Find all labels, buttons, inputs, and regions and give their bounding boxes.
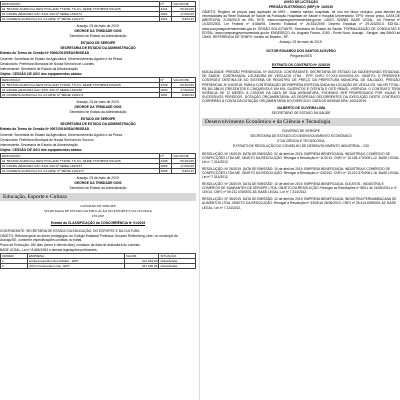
table-cell: Classificada (159, 259, 196, 264)
table-cell: 347.520,04 (125, 264, 159, 269)
contract-signer-role: SECRETÁRIO DE ESTADO DA SAÚDE (271, 111, 331, 116)
secretariat-header: SECRETARIA DE ESTADO DO DESENVOLVIMENTO ECONÔMICO (250, 134, 352, 139)
signer-name: GEORGE DA TRINDADE GOIS (74, 29, 122, 34)
table-cell: 17.000,00 (172, 87, 196, 92)
table-header-cell: Nº (159, 2, 172, 7)
table-header-cell: DESCRIÇÃO (1, 153, 160, 158)
equipment-table-top (0, 1, 196, 22)
notice-subtitle: PREGÃO ELETRÔNICO (SRP) Nº 10/2019 (268, 5, 334, 10)
table-cell: 4339 (159, 82, 172, 87)
table-row (1, 17, 196, 22)
resolution-item: RESOLUÇÃO: Nº 16/2019. DATA DE EMISSÃO: 02 de abril de 2019. EMPRESA BENEFICIADA: INDÚSTRIA E COMÉRCIO DE CONFECÇÕES LTDA ME. OBJETO DA RESOLUÇÃO: Revogar a Resolução nº 11/2013. CNPJ nº 15.186.173/0001-12. BASE LEGAL: Lei nº 7.314/2012. (202, 151, 400, 164)
table-header-cell: Nº (159, 153, 172, 158)
table-cell: 1861 (159, 92, 172, 97)
column-divider (199, 0, 200, 400)
table-cell: 01 TRATOR AGRICOLA NEW HOLLAND TT4030, TS-CV, SÉRIE TSTNM53172KASI5 (1, 82, 160, 87)
table-cell: 01 CARRETA AGRICOLA CA 4.0 ARSF Nº SÉRIE 1402170 (1, 17, 160, 22)
grantee-line: Cessionário: Prefeitura Municipal de Nossa Senhora do Socorro (0, 137, 94, 142)
table-cell: 17.000,00 (172, 12, 196, 17)
state-header: ESTADO DE SERGIPE (80, 41, 116, 46)
date-line: Aracaju, 03 de maio de 2019. (76, 175, 120, 180)
signer-name: GEORGE DA TRINDADE GOIS (74, 105, 122, 110)
table-cell: 1860 (159, 87, 172, 92)
section-bar-education: Educação, Esporte e Cultura (0, 193, 196, 201)
table-header-cell: SITUAÇÃO (159, 254, 196, 259)
notice-body: OBJETO: Registro de preços para aquisição de MHS - matéria médico hospitalar, de uso em bloco cirúrgico, para atender as necessidades da Rede Estadual de Saúde da Fundação Hospitalar de Saúde e Hospital Universitário. TIPO: menor preço. DATA DE ABERTURA: 21/05/2019 às 09h. SITE: www.comprasgovernamentais.gov.br. UASG: 926383. BASE LEGAL: Lei Federal nº 10.520/2002, Lei Federal nº 8.666/93, Decreto Estadual nº 26.531/2009, Decreto Estadual nº 29.203/2013. EDITAL: www.comprasgovernamentais.gov.br. ÓRGÃO SOLICITANTE: Secretaria de Estado da Saúde. FORMALIZAÇÃO DE CONSULTAS E EDITAL: www.comprasgovernamentais.gov.br. ENDEREÇO: Av. Augusto Franco, 3150 - Ponto Novo, Aracaju - Sergipe, das 08h00 às 13h00. REFERÊNCIA DE TEMPO: horário de Brasília - DF. (202, 10, 400, 39)
intervening-line: Interveniente: Secretaria de Estado da Administração (0, 66, 78, 71)
table-header-cell: VALOR (125, 254, 159, 259)
table-header-cell: DESCRIÇÃO (1, 2, 160, 7)
grantor-line: Cedente: Secretaria de Estado da Agricultura, Desenvolvimento Agrário e da Pesca (0, 132, 123, 137)
signer-role: Secretário de Estado da Administração (69, 186, 127, 191)
table-cell: 1865 (159, 168, 172, 173)
table-row (1, 7, 196, 12)
table-cell: Classificada (159, 264, 196, 269)
table-cell: 60.454,55 (172, 158, 196, 163)
notice-signer: VICTOR EDUARDO DOS SANTOS ACEVEDO (266, 48, 336, 53)
table-cell: 8.983,33 (172, 17, 196, 22)
equipment-table-1 (0, 77, 196, 98)
table-row (1, 158, 196, 163)
table-header-cell: DESCRIÇÃO (1, 77, 160, 82)
table-cell: 01 GRADE ARADORA GAC 34X1 426 Nº SÉRIE 1402168 (1, 87, 160, 92)
term-title: Extrato do Termo de Cessão Nº 0006/2019/SEAGRI/SEAD (0, 51, 90, 56)
table-cell: 60.454,55 (172, 7, 196, 12)
term-title: Extrato do Termo de Cessão Nº 0007/2019/SEAGRI/SEAD (0, 127, 90, 132)
table-cell: 1864 (159, 12, 172, 17)
table-header-cell: EMPRESA (27, 254, 124, 259)
table-cell: 1862 (159, 17, 172, 22)
notice-signer-role: Pregoeiro/SES (290, 54, 312, 59)
date-line: Aracaju, 03 de maio de 2019. (76, 24, 120, 28)
table-cell: 01 CARRETA AGRICOLA CA 4.0 ARSF Nº SÉRIE 1402174 (1, 168, 160, 173)
resolution-item: RESOLUÇÃO: Nº 26/2019. DATA DE EMISSÃO: 10 de abril de 2019. EMPRESA BENEFICIADA: INDÚSTRIA E COMÉRCIO DE CONFECÇÕES LTDA ME. OBJETO DA RESOLUÇÃO: Revogar a Resolução nº 03/2011. CNPJ nº 13.210.370/0001-18. BASE LEGAL: Lei nº 7.314/2012. (202, 166, 400, 179)
table-header-cell: VALOR R$ (172, 2, 196, 7)
table-row (1, 264, 196, 269)
table-cell: 60.454,55 (172, 82, 196, 87)
committee-header: CELOSE (91, 214, 105, 219)
signer-name: GEORGE DA TRINDADE GOIS (74, 180, 122, 185)
state-header: ESTADO DE SERGIPE (80, 117, 116, 122)
secretariat-header: SECRETARIA DE ESTADO DA ADMINISTRAÇÃO (60, 122, 136, 127)
signer-role: Secretário de Estado da Administração (69, 110, 127, 115)
intervening-line: Interveniente: Secretaria de Estado da Administração (0, 142, 78, 147)
table-cell: 01 CARRETA AGRICOLA CA 4.0 ARSF Nº SÉRIE 1402171 (1, 92, 160, 97)
table-cell: 1859 (159, 163, 172, 168)
table-header-cell: ORDEM (1, 254, 28, 259)
table-cell: 01 GRADE ARADORA GAC 34X1 426 Nº SÉRIE 1402172 (1, 12, 160, 17)
table-cell: 321.064,99 (125, 259, 159, 264)
signer-role: Secretário de Estado da Administração (69, 34, 127, 39)
table-cell: 1 (1, 259, 28, 264)
table-cell: 01 GRADE ARADORA GAC 34X1 426 Nº SÉRIE 1402167 (1, 163, 160, 168)
contracting-party: CONTRATANTE: SECRETARIA DE ESTADO DA EDUCAÇÃO, DO ESPORTE E DA CULTURA (0, 228, 140, 233)
table-cell: 2 (1, 264, 28, 269)
deadline-paragraph: Prazo de Execução: 180 dias (cento e oitenta dias), contados da data de assinatura do contrato. (0, 242, 141, 247)
table-row (1, 92, 196, 97)
table-header-cell: Nº (159, 77, 172, 82)
date-line: Aracaju, 03 de maio de 2019. (76, 99, 120, 104)
equipment-table-2 (0, 153, 196, 174)
classification-title: Extrato da CLASSIFICAÇÃO da CONCORRÊNCIA Nº 01/2019 (50, 221, 146, 226)
right-column (202, 0, 400, 400)
legal-basis: BASE LEGAL: Lei nº 8.666/1993 e demais legislações pertinentes. (0, 247, 98, 252)
secretariat-header: SECRETARIA DE ESTADO DA EDUCAÇÃO DO ESPORTE E DA CULTURA (43, 209, 153, 214)
left-column (0, 0, 196, 400)
notice-date: Aracaju, 03 de maio de 2019. (279, 39, 323, 44)
object-line: Objeto: CESSÃO DE USO dos equipamentos abaixo: (0, 71, 83, 76)
resolution-item: RESOLUÇÃO: Nº 28/2019. DATA DE EMISSÃO: 10 de abril de 2019. EMPRESA BENEFICIADA: OLEATOS - INDÚSTRIA E COMÉRCIO DE SANEANTES DE SERGIPE LTDA. OBJETO DA RESOLUÇÃO: Revogar as Resoluções nº 58/11 de 24/08/2011 e nº 119/14. CNPJ nº 09.211.476/0001-83. BASE LEGAL: Lei nº 7.314/2012. (202, 182, 397, 195)
contract-title: EXTRATO DO CONTRATO Nº 22/2019 (272, 63, 330, 68)
grantor-line: Cedente: Secretaria de Estado da Agricultura, Desenvolvimento Agrário e da Pesca (0, 56, 123, 61)
contract-signer: VALBERTO DE OLIVEIRA LIMA (276, 105, 326, 110)
table-cell: 01 TRATOR AGRICOLA NEW HOLLAND TT4030, TS-CV, SÉRIE TSTNM53172KASI5 (1, 158, 160, 163)
table-cell: 8.983,33 (172, 168, 196, 173)
table-cell: 17.000,00 (172, 163, 196, 168)
contract-body: MODALIDADE: PREGÃO PRESENCIAL Nº 042/2018. CONTRATANTE: SECRETARIA DE ESTADO DA SAÚDE/FUNDO ESTADUAL DE SAÚDE. CONTRATADA: LOCADORA DE VEÍCULOS LTDA - EPP. CNPJ: 07.XXX.XXX/0001-XX. OBJETO: O PRESENTE CONTRATO DESTINA-SE AO SISTEMA DE REGISTRO DE PREÇO DA PREFEITURA MUNICIPAL DE SALGADO, PREGÃO PRESENCIAL Nº 042/2018, PARA A CONTRATAÇÃO DE EMPRESA ESPECIALIZADA NA LOCAÇÃO DE VEÍCULOS. VALOR TOTAL: R$ 351.288,00 (TREZENTOS E CINQUENTA E UM MIL, DUZENTOS E OITENTA E OITO REAIS). VIGÊNCIA: O CONTRATO TERÁ VIGÊNCIA DE 12 MESES, A CONTAR DA DATA DE SUA ASSINATURA, PODENDO SER PRORROGADO POR IGUAIS E SUCESSIVOS PERÍODOS. DOTAÇÃO ORÇAMENTÁRIA: AS DESPESAS DECORRENTES DA EXECUÇÃO DESTE CONTRATO CORRERÃO À CONTA DA DOTAÇÃO ORÇAMENTÁRIA DO EXERCÍCIO. DATA DE ASSINATURA: 10/04/2019. (202, 70, 400, 103)
table-header-cell: VALOR R$ (172, 77, 196, 82)
resolution-item: RESOLUÇÃO: Nº 35/2019. DATA DE EMISSÃO: 12 de abril de 2019. EMPRESA BENEFICIADA: INDÚSTRIA PERNAMBUCANA DE ALIMENTOS LTDA. OBJETO DA RESOLUÇÃO: Revogar a Resolução nº 33/08 de 26/06/2013. CNPJ nº 26.413.639/0001-62. BASE LEGAL: Lei nº 7.314/2012. (202, 197, 397, 210)
table-header-cell: VALOR R$ (172, 153, 196, 158)
table-cell: 4338 (159, 158, 172, 163)
secretariat-header-cont: E DA CIÊNCIA E TECNOLOGIA (277, 139, 325, 144)
classification-table (0, 253, 196, 269)
gov-header: GOVERNO DE SERGIPE (282, 129, 320, 134)
notice-title: AVISO DE LICITAÇÃO (283, 0, 319, 4)
table-cell: A4 Empreendimentos EIRELI - EPP (27, 259, 124, 264)
object-paragraph: OBJETO: Reforma geral do anexo pedagógico do Colégio Estadual Professor Gonçalo Rollemberg Leite, no município de Aracaju/SE, conforme especificações contidas no edital. (0, 233, 178, 242)
table-row (1, 168, 196, 173)
section-bar-development: Desenvolvimento Econômico e da Ciência e Tecnologia (202, 118, 400, 126)
secretariat-header: SECRETARIA DE ESTADO DA ADMINISTRAÇÃO (60, 46, 136, 51)
grantee-line: Cessionário: Prefeitura Municipal de Nossa Senhora de Lourdes (0, 61, 95, 66)
resolution-extract-title: EXTRATO DE RESOLUÇÃO DO CONSELHO DE DESENVOLVIMENTO INDUSTRIAL - CDI (233, 144, 369, 149)
gov-header: GOVERNO DE SERGIPE (80, 204, 116, 209)
table-cell: 01 TRATOR AGRICOLA NEW HOLLAND TT4030, TS-CV, SÉRIE TSTNM53172KASI5 (1, 7, 160, 12)
table-cell: 8.983,33 (172, 92, 196, 97)
table-cell: 4341 (159, 7, 172, 12)
table-cell: ACN Construções Ltda - EPP (27, 264, 124, 269)
table-row (1, 82, 196, 87)
object-line: Objeto: CESSÃO DE USO dos equipamentos abaixo: (0, 147, 83, 152)
